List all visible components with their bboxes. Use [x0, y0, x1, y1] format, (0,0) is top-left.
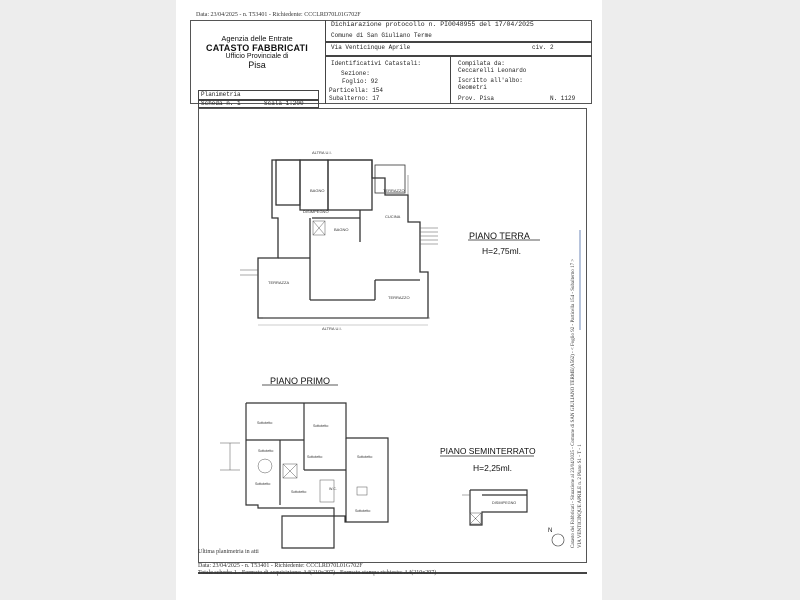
seminterrato-details [462, 495, 481, 524]
compass-rose [548, 528, 564, 546]
piano-terra-labels [268, 150, 410, 331]
province-text: Prov. Pisa [458, 95, 495, 102]
piano-primo-labels [255, 421, 372, 513]
albo-value: Geometri [458, 84, 487, 91]
footer-stamp: Data: 23/04/2025 - n. T53401 - Richiedente: CCCLRD70L01G702F [198, 563, 363, 569]
particella-value: Particella: 154 [329, 87, 384, 94]
sottotetto-1: Sottotetto [257, 421, 273, 425]
piano-seminterrato-plan [470, 490, 527, 525]
footer-sheets: Totale schede: 1 - Formato di acquisizione: A4(210x297) - Formato stampa richiesto: A4(210x297) [198, 570, 437, 576]
room-cucina: CUCINA [385, 214, 401, 219]
plan-title: Planimetria [201, 91, 241, 98]
sottotetto-5: Sottotetto [291, 490, 307, 494]
compiler-name: Ceccarelli Leonardo [458, 67, 527, 74]
sottotetto-3: Sottotetto [258, 449, 274, 453]
sidebar-line-2: VIA VENTICINQUE APRILE n. 2 Piano S1 - T - 1 [578, 444, 583, 548]
piano-terra-height: H=2,75ml. [482, 246, 521, 256]
sidebar-line-1: Catasto dei Fabbricati - Situazione al 23/04/2025 - Comune di SAN GIULIANO TERME(A562) - < Foglio 92 - Particella 154 - Subalterno 17 > [571, 258, 576, 548]
room-wc: W.C. [329, 487, 337, 491]
sidebar-info [570, 218, 584, 548]
sottotetto-6: Sottotetto [307, 455, 323, 459]
piano-primo-title: PIANO PRIMO [270, 376, 331, 386]
sottotetto-2: Sottotetto [313, 424, 329, 428]
registration-number: N. 1129 [550, 95, 576, 102]
agency-catasto: CATASTO FABBRICATI [206, 43, 308, 53]
agency-province: Pisa [248, 60, 266, 70]
room-bagno-1: BAGNO [310, 188, 325, 193]
room-terrazzo-2: TERRAZZO [388, 295, 410, 300]
piano-seminterrato-height: H=2,25ml. [473, 463, 512, 473]
sezione-label: Sezione: [341, 70, 370, 77]
compass-north: N [548, 528, 553, 534]
altra-ui-bottom: ALTRA U.I. [322, 326, 342, 331]
agency-office: Ufficio Provinciale di [225, 53, 289, 60]
plan-scale: Scala 1:200 [264, 100, 304, 107]
albo-label: Iscritto all'albo: [458, 77, 523, 84]
identifiers-heading: Identificativi Catastali: [331, 60, 422, 67]
sottotetto-8: Sottotetto [355, 509, 371, 513]
civic-text: civ. 2 [532, 44, 554, 51]
piano-terra-title: PIANO TERRA [469, 231, 530, 241]
room-terrazza: TERRAZZA [268, 280, 290, 285]
top-stamp: Data: 23/04/2025 - n. T53401 - Richiedente: CCCLRD70L01G702F [196, 12, 361, 18]
sottotetto-4: Sottotetto [255, 482, 271, 486]
room-terrazzo-1: TERRAZZO [383, 188, 405, 193]
protocol-text: Dichiarazione protocollo n. PI0048955 del 17/04/2025 [331, 21, 534, 28]
room-disimpegno-seminterrato: DISIMPEGNO [492, 501, 517, 505]
foglio-value: Foglio: 92 [342, 78, 379, 85]
plan-scheda: Scheda n. 1 [201, 100, 241, 107]
subalterno-value: Subalterno: 17 [329, 95, 380, 102]
altra-ui-top: ALTRA U.I. [312, 150, 332, 155]
room-disimpegno: DISIMPEGNO [303, 209, 329, 214]
compiled-heading: Compilata da: [458, 60, 505, 67]
agency-name: Agenzia delle Entrate [221, 34, 293, 43]
piano-seminterrato-title: PIANO SEMINTERRATO [440, 446, 536, 456]
last-plan-note: Ultima planimetria in atti [198, 549, 259, 555]
room-bagno-2: BAGNO [334, 227, 349, 232]
street-text: Via Venticinque Aprile [331, 44, 411, 51]
municipality-text: Comune di San Giuliano Terme [331, 32, 432, 39]
sottotetto-7: Sottotetto [357, 455, 373, 459]
